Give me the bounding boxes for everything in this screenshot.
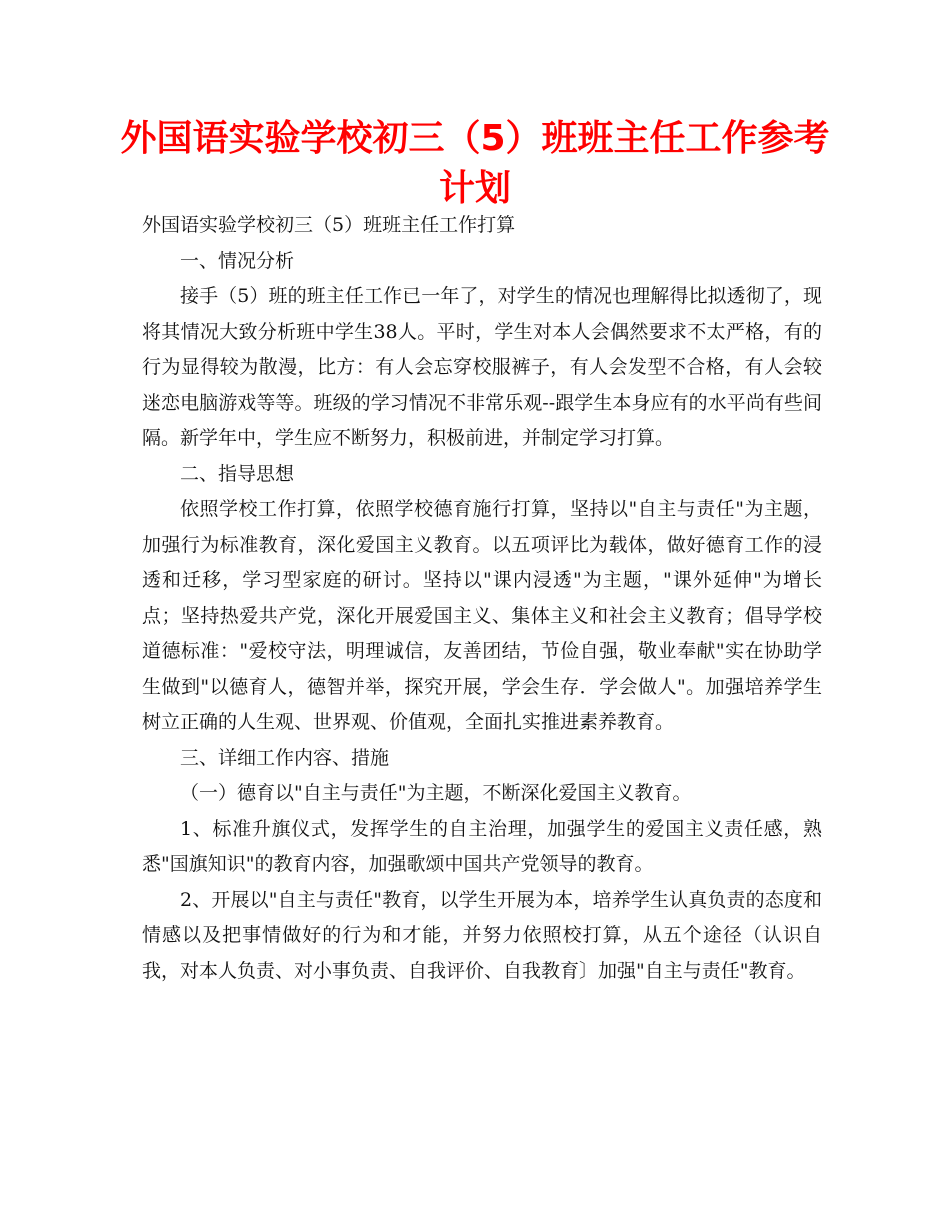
- section-heading-situation-analysis: 一、情况分析: [180, 249, 295, 272]
- document-body: [142, 208, 822, 989]
- paragraph-situation-analysis: 接手（5）班的班主任工作已一年了，对学生的情况也理解得比拟透彻了，现将其情况大致分析班中学生38人。平时，学生对本人会偶然要求不太严格，有的行为显得较为散漫，比方：有人会忘穿校服裤子，有人会发型不合格，有人会较迷恋电脑游戏等等。班级的学习情况不非常乐观--跟学生本身应有的水平尚有些间隔。新学年中，学生应不断努力，积极前进，并制定学习打算。: [142, 285, 822, 449]
- paragraph-guiding-ideology: 依照学校工作打算，依照学校德育施行打算，坚持以"自主与责任"为主题，加强行为标准教育，深化爱国主义教育。以五项评比为载体，做好德育工作的浸透和迁移，学习型家庭的研讨。坚持以"课内浸透"为主题，"课外延伸"为增长点；坚持热爱共产党，深化开展爱国主义、集体主义和社会主义教育；倡导学校道德标准："爱校守法，明理诚信，友善团结，节俭自强，敬业奉献"实在协助学生做到"以德育人，德智并举，探究开展，学会生存．学会做人"。加强培养学生树立正确的人生观、世界观、价值观，全面扎实推进素养教育。: [142, 498, 822, 733]
- list-item-autonomy-responsibility: 2、开展以"自主与责任"教育，以学生开展为本，培养学生认真负责的态度和情感以及把事情做好的行为和才能，并努力依照校打算，从五个途径（认识自我，对本人负责、对小事负责、自我评价、自我教育〕加强"自主与责任"教育。: [142, 888, 822, 982]
- document-subtitle: 外国语实验学校初三（5）班班主任工作打算: [142, 214, 516, 236]
- section-heading-work-content: 三、详细工作内容、措施: [180, 746, 390, 769]
- document-title: 外国语实验学校初三（5）班班主任工作参考计划: [120, 118, 830, 209]
- list-item-flag-ceremony: 1、标准升旗仪式，发挥学生的自主治理，加强学生的爱国主义责任感，熟悉"国旗知识"的教育内容，加强歌颂中国共产党领导的教育。: [142, 817, 822, 875]
- subsection-heading-moral-education: （一）德育以"自主与责任"为主题，不断深化爱国主义教育。: [180, 782, 692, 804]
- section-heading-guiding-ideology: 二、指导思想: [180, 462, 295, 485]
